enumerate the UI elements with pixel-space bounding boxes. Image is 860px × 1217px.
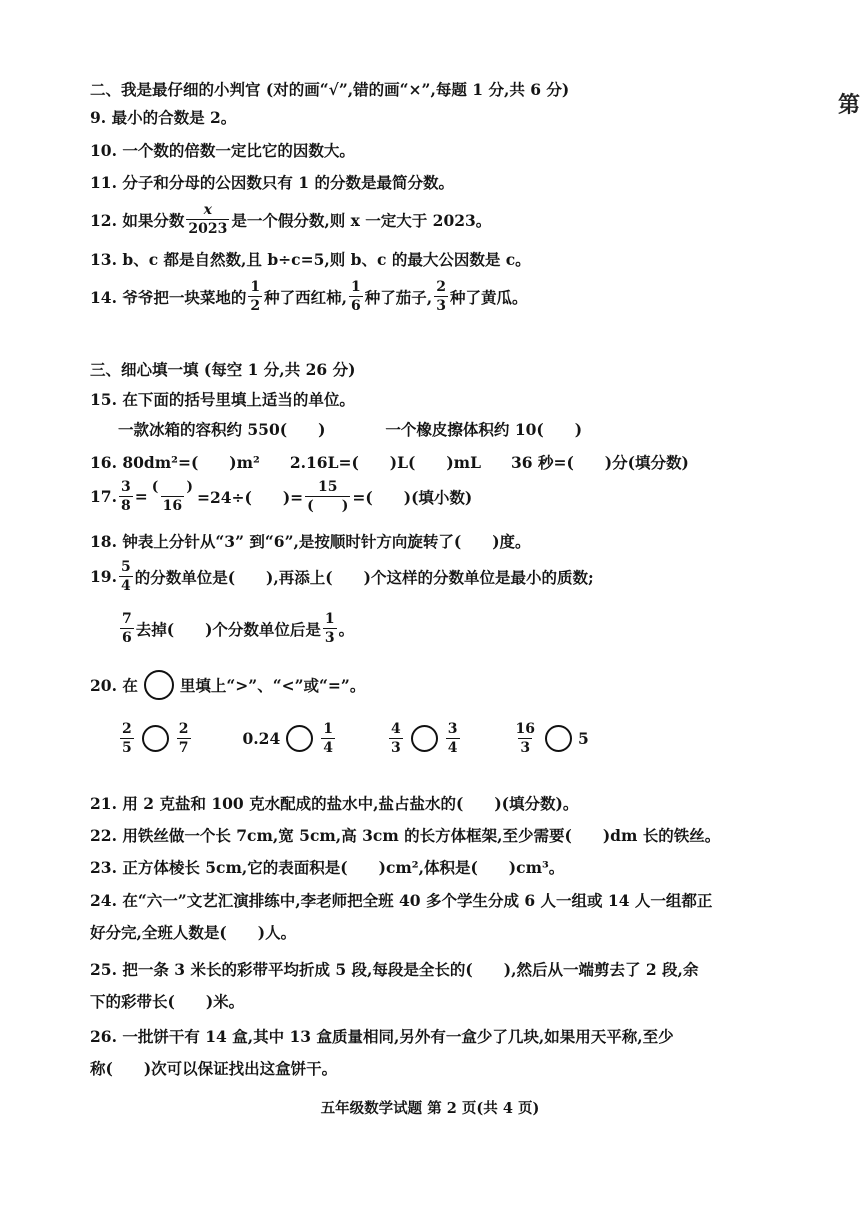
question-24-line-2: 好分完,全班人数是( )人。 — [90, 923, 297, 942]
question-16 — [90, 451, 800, 473]
q14-text-2: 种了茄子, — [364, 287, 433, 307]
question-26-line-1: 26. 一批饼干有 14 盒,其中 13 盒质量相同,另外有一盒少了几块,如果用天平称,至少 — [90, 1027, 674, 1046]
q20c-left — [389, 722, 403, 755]
q20a-right-den: 7 — [178, 740, 189, 756]
q20a-right-num: 2 — [178, 721, 189, 737]
q14-fraction-3 — [434, 280, 448, 313]
question-11: 11. 分子和分母的公因数只有 1 的分数是最简分数。 — [90, 173, 454, 192]
q14-f1-denominator: 2 — [250, 298, 261, 314]
q19-prefix: 19. — [90, 567, 117, 586]
question-18: 18. 钟表上分针从“3” 到“6”,是按顺时针方向旋转了( )度。 — [90, 532, 531, 551]
q20a-right — [177, 722, 191, 755]
q12-prefix: 12. 如果分数 — [90, 210, 185, 230]
compare-item-c — [387, 722, 462, 755]
q17-f3-numerator: 15 — [318, 479, 338, 495]
question-20 — [90, 670, 800, 700]
q20a-left-den: 5 — [122, 740, 132, 756]
q17-f2-numerator: ( ) — [151, 479, 193, 495]
q20d-circle[interactable] — [545, 725, 572, 752]
q20b-right-den: 4 — [323, 740, 334, 756]
q14-text-3: 种了黄瓜。 — [449, 287, 528, 307]
compare-circle-icon — [144, 670, 174, 700]
q20-suffix: 里填上“>”、“<”或“=”。 — [179, 676, 366, 695]
question-14 — [90, 280, 800, 313]
q19b-middle: 去掉( )个分数单位后是 — [135, 619, 321, 639]
q20c-right-num: 3 — [447, 721, 458, 737]
q20c-right-den: 4 — [447, 740, 458, 756]
q17-f1-numerator: 3 — [120, 479, 131, 495]
q12-fraction — [186, 203, 229, 236]
q17-f2-denominator: 16 — [162, 498, 183, 514]
q20-prefix: 20. 在 — [90, 676, 138, 695]
q14-f2-denominator: 6 — [351, 298, 361, 314]
question-15-blanks — [118, 418, 800, 440]
compare-item-b — [243, 722, 338, 755]
question-23: 23. 正方体棱长 5cm,它的表面积是( )cm²,体积是( )cm³。 — [90, 858, 565, 877]
q20b-circle[interactable] — [286, 725, 313, 752]
q12-suffix: 是一个假分数,则 x 一定大于 2023。 — [231, 210, 492, 230]
q17-f3-denominator: ( ) — [307, 498, 349, 514]
q17-prefix: 17. — [90, 487, 117, 506]
question-26-line-2: 称( )次可以保证找出这盒饼干。 — [90, 1059, 338, 1078]
question-19-second — [118, 612, 800, 645]
q15-fridge: 一款冰箱的容积约 550( ) — [118, 420, 326, 439]
q20d-left-num: 16 — [515, 721, 535, 737]
q16-part-c: 36 秒=( )分(填分数) — [510, 453, 689, 472]
question-20-items — [118, 722, 800, 755]
q17-middle: =24÷( )= — [196, 487, 304, 507]
question-25-line-1: 25. 把一条 3 米长的彩带平均折成 5 段,每段是全长的( ),然后从一端剪去了 2 段,余 — [90, 960, 699, 979]
q14-f2-numerator: 1 — [351, 279, 361, 295]
q20a-left — [120, 722, 134, 755]
question-22: 22. 用铁丝做一个长 7cm,宽 5cm,高 3cm 的长方体框架,至少需要( )dm 长的铁丝。 — [90, 826, 721, 845]
q20c-right — [446, 722, 460, 755]
q17-f1-denominator: 8 — [120, 498, 131, 514]
q20d-left-den: 3 — [520, 740, 531, 756]
q19-f1-numerator: 5 — [120, 559, 131, 575]
q17-equals-1: = — [134, 487, 148, 506]
question-19 — [90, 560, 800, 593]
q19-f1-denominator: 4 — [120, 578, 131, 594]
question-15: 15. 在下面的括号里填上适当的单位。 — [90, 390, 355, 409]
q17-fraction-1 — [119, 480, 133, 513]
q12-numerator: x — [203, 202, 213, 218]
section2-title: 二、我是最仔细的小判官 (对的画“√”,错的画“×”,每题 1 分,共 6 分) — [90, 80, 570, 99]
q19b-f2-denominator: 3 — [324, 630, 335, 646]
q17-fraction-2 — [150, 480, 195, 513]
q19-suffix: 的分数单位是( ),再添上( )个这样的分数单位是最小的质数; — [134, 567, 594, 587]
page-footer: 五年级数学试题 第 2 页(共 4 页) — [320, 1100, 540, 1117]
q17-suffix: =( )(填小数) — [352, 487, 473, 507]
q14-f3-denominator: 3 — [436, 298, 446, 314]
q19b-fraction-2 — [323, 612, 337, 645]
q19b-f2-numerator: 1 — [324, 611, 335, 627]
q20c-circle[interactable] — [411, 725, 438, 752]
q20b-right-num: 1 — [323, 721, 334, 737]
q19b-f1-denominator: 6 — [122, 630, 132, 646]
compare-item-d — [512, 722, 589, 755]
q14-f1-numerator: 1 — [250, 279, 261, 295]
question-21: 21. 用 2 克盐和 100 克水配成的盐水中,盐占盐水的( )(填分数)。 — [90, 794, 579, 813]
question-17 — [90, 480, 800, 513]
q12-denominator: 2023 — [188, 221, 228, 237]
q20b-right — [321, 722, 335, 755]
q14-fraction-2 — [349, 280, 363, 313]
question-25-line-2: 下的彩带长( )米。 — [90, 992, 245, 1011]
compare-item-a — [118, 722, 193, 755]
q20d-left — [514, 722, 537, 755]
q20a-circle[interactable] — [142, 725, 169, 752]
q20c-left-den: 3 — [391, 740, 401, 756]
section3-title: 三、细心填一填 (每空 1 分,共 26 分) — [90, 360, 356, 379]
question-12 — [90, 203, 800, 236]
question-13: 13. b、c 都是自然数,且 b÷c=5,则 b、c 的最大公因数是 c。 — [90, 250, 531, 269]
q19b-fraction-1 — [120, 612, 134, 645]
q19b-suffix: 。 — [338, 619, 355, 639]
q17-fraction-3 — [305, 480, 350, 513]
question-10: 10. 一个数的倍数一定比它的因数大。 — [90, 141, 355, 160]
q14-f3-numerator: 2 — [436, 279, 446, 295]
q15-eraser: 一个橡皮擦体积约 10( ) — [385, 420, 583, 439]
question-24-line-1: 24. 在“六一”文艺汇演排练中,李老师把全班 40 多个学生分成 6 人一组或 14 人一组都正 — [90, 891, 713, 910]
q20c-left-num: 4 — [391, 721, 401, 737]
q14-fraction-1 — [248, 280, 262, 313]
edge-mark: 第 — [838, 92, 860, 118]
q16-part-a: 16. 80dm²=( )m² — [90, 453, 260, 472]
q20b-left: 0.24 — [242, 729, 281, 748]
q14-text-1: 种了西红柿, — [264, 287, 348, 307]
q19b-f1-numerator: 7 — [122, 611, 132, 627]
question-9: 9. 最小的合数是 2。 — [90, 108, 237, 127]
q19-fraction — [119, 560, 133, 593]
q14-prefix: 14. 爷爷把一块菜地的 — [90, 287, 247, 307]
q20a-left-num: 2 — [122, 721, 132, 737]
q20d-right: 5 — [578, 729, 589, 748]
q16-part-b: 2.16L=( )L( )mL — [289, 453, 481, 472]
